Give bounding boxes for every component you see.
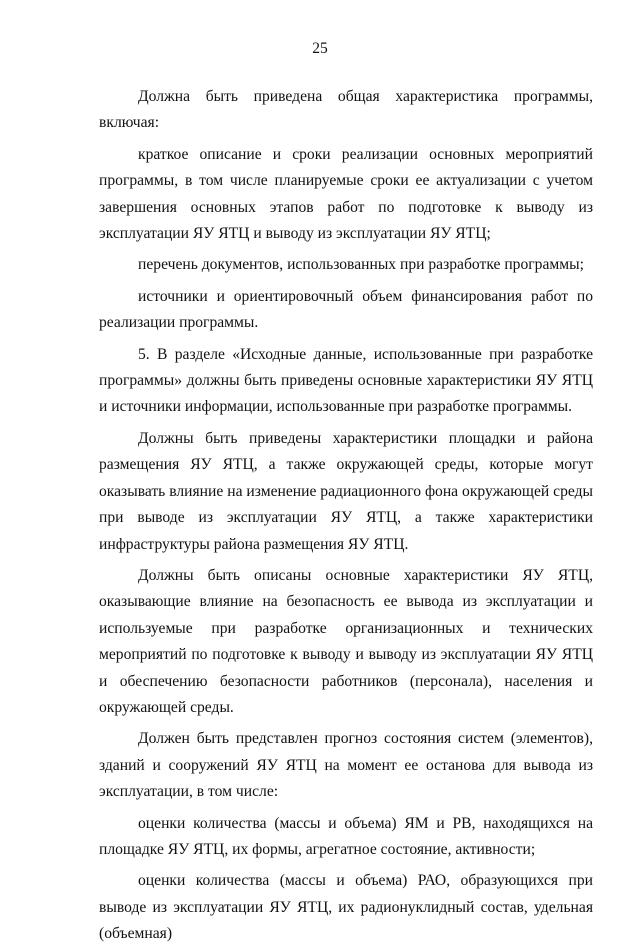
page-number: 25 xyxy=(312,40,328,57)
paragraph: Должен быть представлен прогноз состояния систем (элементов), зданий и сооружений ЯУ ЯТЦ на момент ее останова для вывода из эксплуатации, в том числе: xyxy=(99,730,593,801)
document-body xyxy=(99,84,593,948)
paragraph: Должны быть описаны основные характеристики ЯУ ЯТЦ, оказывающие влияние на безопасность ее вывода из эксплуатации и используемые при разработке организационных и технических мероприятий по подготовке к выводу и выводу из эксплуатации ЯУ ЯТЦ и обеспечению безопасности работников (персонала), населения и окружающей среды. xyxy=(99,566,593,716)
paragraph: краткое описание и сроки реализации основных мероприятий программы, в том числе планируемые сроки ее актуализации с учетом завершения основных этапов работ по подготовке к выводу из эксплуатации ЯУ ЯТЦ и выводу из эксплуатации ЯУ ЯТЦ; xyxy=(99,145,593,243)
paragraph: источники и ориентировочный объем финансирования работ по реализации программы. xyxy=(99,287,593,332)
paragraph: оценки количества (массы и объема) ЯМ и РВ, находящихся на площадке ЯУ ЯТЦ, их формы, агрегатное состояние, активности; xyxy=(99,814,593,858)
paragraph: Должна быть приведена общая характеристика программы, включая: xyxy=(99,88,593,132)
paragraph: оценки количества (массы и объема) РАО, образующихся при выводе из эксплуатации ЯУ ЯТЦ, их радионуклидный состав, удельная (объемная) xyxy=(99,872,593,943)
paragraph: 5. В разделе «Исходные данные, использованные при разработке программы» должны быть приведены основные характеристики ЯУ ЯТЦ и источники информации, использованные при разработке программы. xyxy=(99,345,593,416)
paragraph: перечень документов, использованных при разработке программы; xyxy=(138,256,584,274)
paragraph: Должны быть приведены характеристики площадки и района размещения ЯУ ЯТЦ, а также окружающей среды, которые могут оказывать влияние на изменение радиационного фона окружающей среды при выводе из эксплуатации ЯУ ЯТЦ, а также характеристики инфраструктуры района размещения ЯУ ЯТЦ. xyxy=(99,429,593,553)
